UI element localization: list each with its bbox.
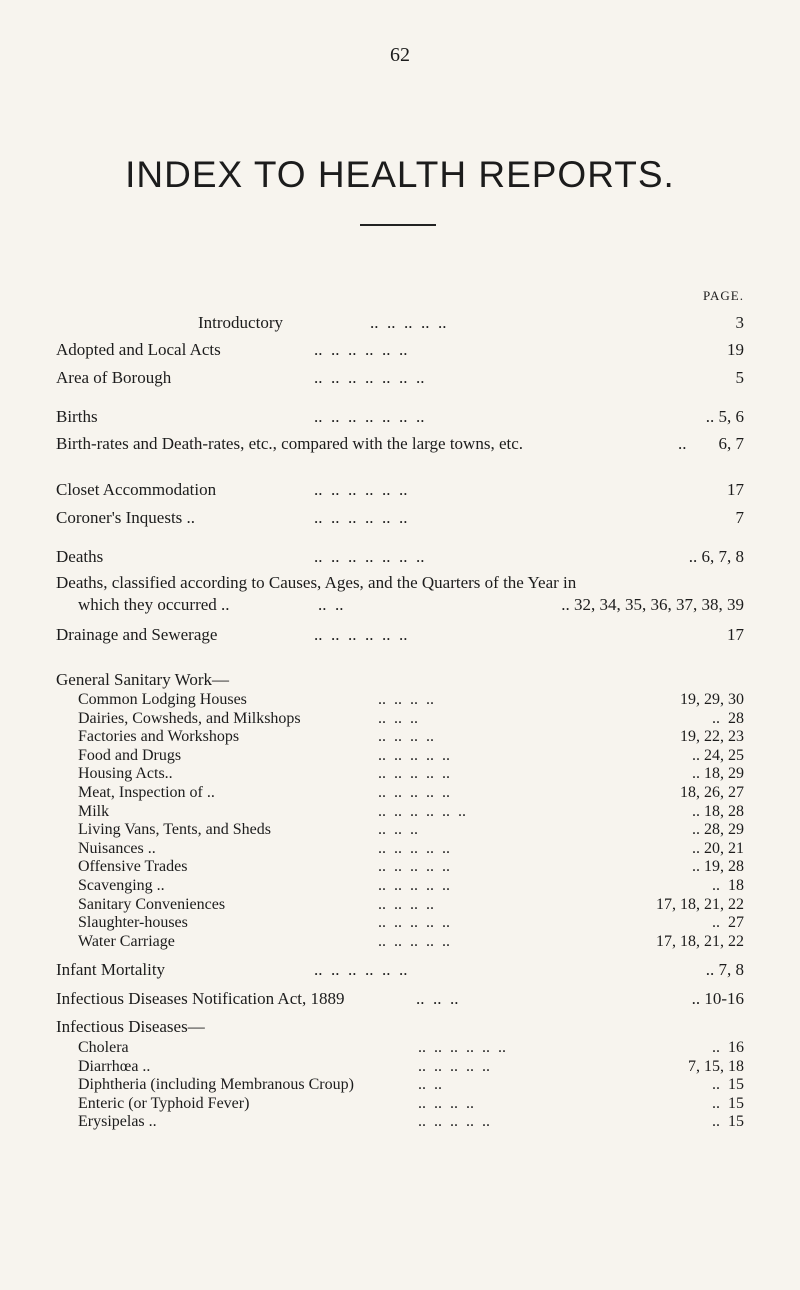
sanitary-item <box>78 802 744 821</box>
entry-label: Coroner's Inquests .. <box>56 508 196 527</box>
sanitary-item <box>78 690 744 709</box>
entry-label: Infectious Diseases Notification Act, 1889 <box>56 989 345 1008</box>
entry-pages: .. 24, 25 <box>692 746 744 764</box>
section-heading-infectious-diseases: Infectious Diseases— <box>56 1017 205 1036</box>
dot-leader: .. .. .. .. .. <box>378 784 450 801</box>
entry-label: Offensive Trades <box>78 858 188 876</box>
entry-pages: .. 18, 28 <box>692 802 744 820</box>
entry-label: which they occurred .. <box>78 595 230 614</box>
entry-pages: .. 19, 28 <box>692 858 744 876</box>
entry-label: Closet Accommodation <box>56 480 217 499</box>
index-entry-births <box>56 405 744 429</box>
dot-leader: .. .. .. .. .. .. <box>378 802 466 820</box>
entry-label: Scavenging .. <box>78 877 165 894</box>
entry-pages: 6, 7 <box>718 434 744 453</box>
entry-label: Infant Mortality <box>56 960 166 979</box>
entry-pages: 19, 22, 23 <box>680 728 744 746</box>
dot-leader: .. .. .. .. .. <box>378 746 450 764</box>
dot-leader: .. .. .. .. .. <box>378 839 450 857</box>
entry-pages: 7 <box>735 508 744 527</box>
dot-leader: .. .. .. .. .. .. <box>314 508 408 527</box>
dot-leader: .. .. .. .. <box>378 728 434 746</box>
entry-label: Area of Borough <box>56 368 172 387</box>
entry-label: Diarrhœa .. <box>78 1057 151 1075</box>
dot-leader: .. .. .. .. .. <box>418 1057 490 1075</box>
entry-label: Nuisances .. <box>78 839 156 857</box>
sanitary-item <box>78 746 744 765</box>
entry-pages: .. 16 <box>712 1039 744 1056</box>
sanitary-item <box>78 820 744 839</box>
entry-label: Births <box>56 407 98 426</box>
sanitary-item <box>78 857 744 876</box>
entry-pages: 7, 15, 18 <box>688 1057 744 1075</box>
index-entry-infant-mortality <box>56 958 744 982</box>
dot-leader: .. .. .. .. .. .. <box>314 480 408 499</box>
entry-pages: .. 28, 29 <box>692 821 744 839</box>
entry-label: Milk <box>78 802 110 820</box>
entry-pages: 18, 26, 27 <box>680 784 744 801</box>
entry-pages: .. 32, 34, 35, 36, 37, 38, 39 <box>561 595 744 614</box>
entry-pages: .. 6, 7, 8 <box>688 547 744 566</box>
infectious-item <box>78 1094 744 1113</box>
index-entry-deaths-classified-line2 <box>78 593 744 617</box>
sanitary-item <box>78 876 744 895</box>
dot-leader: .. .. .. .. .. .. .. <box>314 547 425 566</box>
entry-pages: .. 18, 29 <box>692 765 744 783</box>
infectious-item <box>78 1075 744 1094</box>
entry-label: Erysipelas .. <box>78 1113 157 1130</box>
section-heading-general-sanitary: General Sanitary Work— <box>56 670 229 689</box>
sanitary-item <box>78 727 744 746</box>
entry-pages: .. 27 <box>712 914 744 932</box>
entry-pages: .. 5, 6 <box>705 407 744 426</box>
sanitary-item <box>78 764 744 783</box>
entry-pages: .. 28 <box>712 709 744 727</box>
entry-pages: .. 10-16 <box>691 989 744 1008</box>
dot-leader: .. .. .. .. .. .. <box>314 625 408 644</box>
dot-leader: .. .. .. .. .. <box>378 877 450 894</box>
index-entry-deaths-classified-line1: Deaths, classified according to Causes, Ages, and the Quarters of the Year in <box>56 573 577 592</box>
index-entry-infectious-act <box>56 987 744 1011</box>
sanitary-item <box>78 913 744 932</box>
entry-label: Slaughter-houses <box>78 914 188 932</box>
dot-leader: .. .. <box>418 1076 442 1093</box>
sanitary-item <box>78 783 744 802</box>
entry-label: Common Lodging Houses <box>78 691 247 708</box>
entry-pages: 17, 18, 21, 22 <box>656 932 744 950</box>
index-entry-birth-rates <box>56 432 744 456</box>
dot-leader: .. .. .. .. .. <box>418 1113 490 1130</box>
dot-leader: .. .. .. .. .. <box>370 313 447 332</box>
entry-label: Food and Drugs <box>78 746 182 764</box>
dot-leader: .. .. .. .. .. .. <box>314 340 408 359</box>
sanitary-item <box>78 709 744 728</box>
entry-pages: 17 <box>727 625 744 644</box>
index-entry-deaths <box>56 545 744 569</box>
dot-leader: .. .. .. .. <box>378 895 434 913</box>
dot-leader: .. .. .. .. .. <box>378 765 450 783</box>
sanitary-item <box>78 932 744 951</box>
entry-label: Meat, Inspection of .. <box>78 784 215 801</box>
dot-leader: .. .. .. .. .. .. <box>314 960 408 979</box>
entry-pages: 17 <box>727 480 744 499</box>
entry-label: Cholera <box>78 1039 129 1056</box>
dot-leader: .. .. .. <box>378 709 418 727</box>
dot-leader: .. .. .. <box>378 821 418 839</box>
entry-pages: 5 <box>735 368 744 387</box>
dot-leader: .. .. .. .. .. <box>378 914 450 932</box>
dot-leader: .. .. .. .. <box>418 1094 474 1112</box>
page-title: INDEX TO HEALTH REPORTS. <box>125 154 675 195</box>
sanitary-item <box>78 839 744 858</box>
entry-pages: .. 15 <box>712 1113 744 1130</box>
page-number: 62 <box>390 44 410 66</box>
entry-label: Deaths <box>56 547 104 566</box>
index-entry-area-of-borough <box>56 366 744 390</box>
entry-label: Dairies, Cowsheds, and Milkshops <box>78 709 301 727</box>
entry-pages: 19 <box>727 340 744 359</box>
entry-label: Birth-rates and Death-rates, etc., compared with the large towns, etc. <box>56 434 524 453</box>
entry-pages: .. 15 <box>712 1076 744 1093</box>
title-divider <box>360 224 436 226</box>
dot-leader: .. <box>678 434 687 453</box>
dot-leader: .. .. .. .. .. <box>378 858 450 876</box>
entry-label: Living Vans, Tents, and Sheds <box>78 821 271 839</box>
entry-label: Adopted and Local Acts <box>56 340 221 359</box>
entry-label: Sanitary Conveniences <box>78 895 226 913</box>
entry-pages: .. 15 <box>712 1094 744 1112</box>
dot-leader: .. .. .. .. .. <box>378 932 450 950</box>
entry-label: Diphtheria (including Membranous Croup) <box>78 1076 354 1093</box>
entry-label: Enteric (or Typhoid Fever) <box>78 1094 250 1112</box>
entry-pages: .. 18 <box>712 877 744 894</box>
dot-leader: .. .. .. .. .. .. .. <box>314 368 425 387</box>
index-entry-closet-accommodation <box>56 478 744 502</box>
infectious-item <box>78 1057 744 1076</box>
entry-label: Housing Acts.. <box>78 765 173 783</box>
entry-label: Factories and Workshops <box>78 728 240 746</box>
infectious-item <box>78 1038 744 1057</box>
infectious-item <box>78 1112 744 1131</box>
dot-leader: .. .. .. .. .. .. .. <box>314 407 425 426</box>
index-entry-drainage <box>56 623 744 647</box>
dot-leader: .. .. <box>318 595 344 614</box>
entry-pages: .. 7, 8 <box>705 960 744 979</box>
entry-label: Drainage and Sewerage <box>56 625 218 644</box>
entry-pages: .. 20, 21 <box>692 839 744 857</box>
entry-pages: 17, 18, 21, 22 <box>656 895 744 913</box>
dot-leader: .. .. .. .. <box>378 691 434 708</box>
page-column-header: PAGE. <box>702 288 744 303</box>
entry-pages: 3 <box>735 313 744 332</box>
sanitary-item <box>78 895 744 914</box>
entry-label: Introductory <box>198 313 283 332</box>
entry-pages: 19, 29, 30 <box>680 691 744 708</box>
index-entry-introductory <box>198 311 744 335</box>
dot-leader: .. .. .. .. .. .. <box>418 1039 506 1056</box>
dot-leader: .. .. .. <box>416 989 459 1008</box>
index-entry-coroners-inquests <box>56 506 744 530</box>
entry-label: Water Carriage <box>78 932 175 950</box>
index-entry-adopted-acts <box>56 338 744 362</box>
